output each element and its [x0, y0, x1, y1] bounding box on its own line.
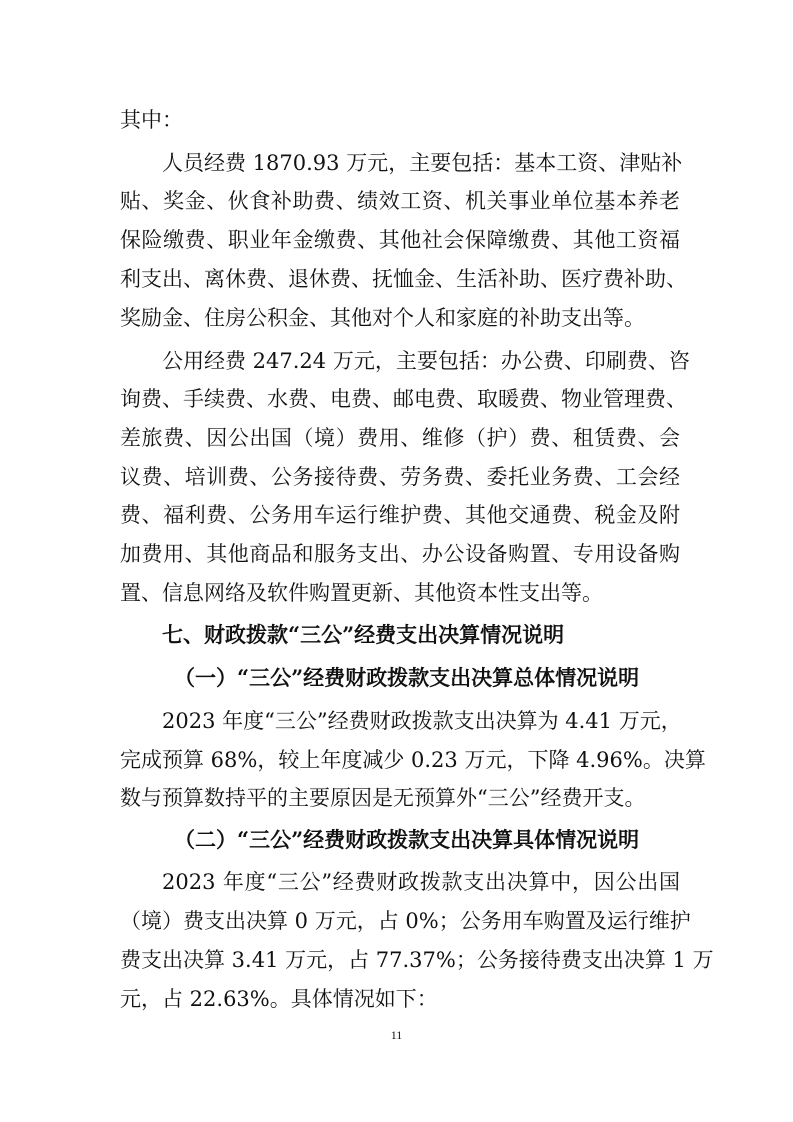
text-line: 利支出、离休费、退休费、抚恤金、生活补助、医疗费补助、 [120, 267, 687, 291]
text-line: 费、福利费、公务用车运行维护费、其他交通费、税金及附 [120, 503, 680, 527]
page-number: 11 [390, 1028, 403, 1042]
subsection-heading-specific: （二）“三公”经费财政拨款支出决算具体情况说明 [174, 827, 640, 852]
text-line: 贴、奖金、伙食补助费、绩效工资、机关事业单位基本养老 [120, 189, 680, 213]
text-line: 完成预算 68%，较上年度减少 0.23 万元，下降 4.96%。决算 [120, 748, 706, 772]
text-line: 置、信息网络及软件购置更新、其他资本性支出等。 [120, 581, 603, 605]
text-line: （境）费支出决算 0 万元，占 0%；公务用车购置及运行维护 [120, 909, 691, 933]
text-line: 人员经费 1870.93 万元，主要包括：基本工资、津贴补 [162, 151, 683, 175]
text-line: 保险缴费、职业年金缴费、其他社会保障缴费、其他工资福 [120, 228, 680, 252]
text-line: 2023 年度“三公”经费财政拨款支出决算为 4.41 万元， [162, 709, 682, 733]
text-line: 元，占 22.63%。具体情况如下： [120, 987, 438, 1011]
section-heading: 七、财政拨款“三公”经费支出决算情况说明 [162, 622, 565, 647]
text-line: 差旅费、因公出国（境）费用、维修（护）费、租赁费、会 [120, 426, 680, 450]
text-line: 奖励金、住房公积金、其他对个人和家庭的补助支出等。 [120, 306, 645, 330]
text-line: 2023 年度“三公”经费财政拨款支出决算中，因公出国 [162, 870, 680, 894]
paragraph-intro: 其中： [120, 108, 183, 132]
text-line: 议费、培训费、公务接待费、劳务费、委托业务费、工会经 [120, 465, 680, 489]
text-line: 费支出决算 3.41 万元，占 77.37%；公务接待费支出决算 1 万 [120, 948, 714, 972]
text-line: 数与预算数持平的主要原因是无预算外“三公”经费开支。 [120, 786, 646, 810]
subsection-heading-overall: （一）“三公”经费财政拨款支出决算总体情况说明 [174, 665, 640, 690]
text-line: 加费用、其他商品和服务支出、办公设备购置、专用设备购 [120, 542, 680, 566]
text-line: 询费、手续费、水费、电费、邮电费、取暖费、物业管理费、 [120, 387, 687, 411]
text-line: 公用经费 247.24 万元，主要包括：办公费、印刷费、咨 [162, 349, 690, 373]
